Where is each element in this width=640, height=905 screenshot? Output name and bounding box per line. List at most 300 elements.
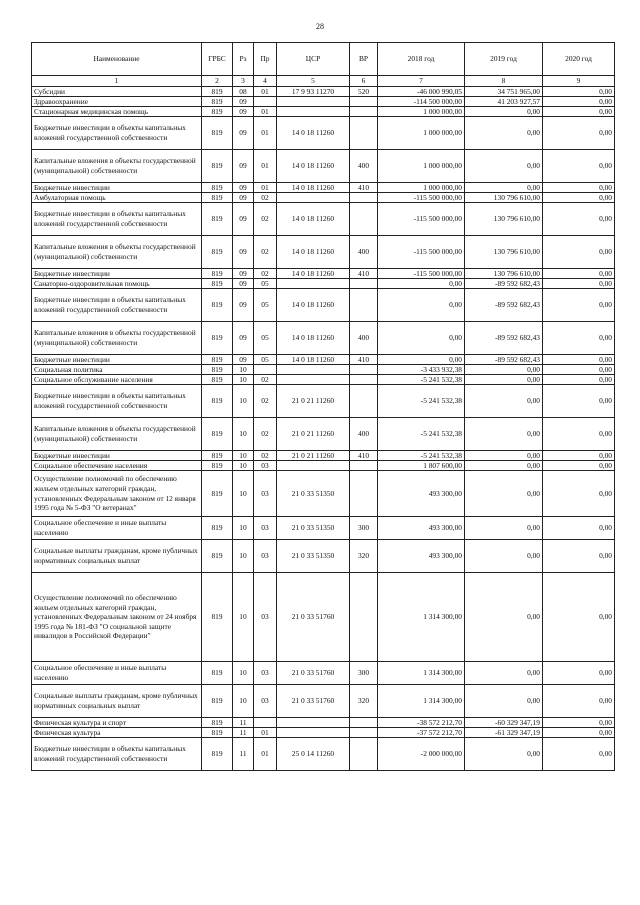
rz-code: 10 <box>233 365 254 375</box>
csr-code: 14 0 18 11260 <box>277 322 350 355</box>
amount-2020: 0,00 <box>543 718 615 728</box>
amount-2020: 0,00 <box>543 97 615 107</box>
csr-code: 21 0 33 51350 <box>277 540 350 573</box>
row-name: Бюджетные инвестиции в объекты капитальных вложений государственной собственности <box>32 117 202 150</box>
pr-code: 05 <box>254 322 277 355</box>
grbs-code: 819 <box>202 150 233 183</box>
amount-2019: 0,00 <box>465 365 543 375</box>
csr-code <box>277 193 350 203</box>
pr-code: 01 <box>254 738 277 771</box>
rz-code: 10 <box>233 418 254 451</box>
amount-2020: 0,00 <box>543 385 615 418</box>
amount-2019: -61 329 347,19 <box>465 728 543 738</box>
amount-2019: 0,00 <box>465 738 543 771</box>
table-row <box>32 289 615 322</box>
amount-2018: -114 500 000,00 <box>378 97 465 107</box>
rz-code: 10 <box>233 451 254 461</box>
vr-code: 400 <box>350 150 378 183</box>
amount-2018: 1 000 000,00 <box>378 150 465 183</box>
header-vr: ВР <box>350 43 378 76</box>
grbs-code: 819 <box>202 418 233 451</box>
amount-2019: 130 796 610,00 <box>465 269 543 279</box>
row-name: Физическая культура и спорт <box>32 718 202 728</box>
row-name: Социальное обеспечение и иные выплаты населению <box>32 517 202 540</box>
row-name: Субсидии <box>32 87 202 97</box>
header-pr: Пр <box>254 43 277 76</box>
table-row <box>32 685 615 718</box>
amount-2018: 0,00 <box>378 355 465 365</box>
rz-code: 09 <box>233 150 254 183</box>
csr-code: 14 0 18 11260 <box>277 203 350 236</box>
row-name: Бюджетные инвестиции в объекты капитальных вложений государственной собственности <box>32 203 202 236</box>
csr-code: 14 0 18 11260 <box>277 150 350 183</box>
grbs-code: 819 <box>202 461 233 471</box>
amount-2020: 0,00 <box>543 183 615 193</box>
rz-code: 09 <box>233 203 254 236</box>
column-number: 7 <box>378 76 465 87</box>
amount-2018: -115 500 000,00 <box>378 269 465 279</box>
amount-2020: 0,00 <box>543 451 615 461</box>
pr-code: 01 <box>254 728 277 738</box>
row-name: Социальные выплаты гражданам, кроме публичных нормативных социальных выплат <box>32 685 202 718</box>
row-name: Бюджетные инвестиции в объекты капитальных вложений государственной собственности <box>32 289 202 322</box>
csr-code: 14 0 18 11260 <box>277 183 350 193</box>
amount-2020: 0,00 <box>543 289 615 322</box>
csr-code: 14 0 18 11260 <box>277 117 350 150</box>
table-row <box>32 355 615 365</box>
amount-2019: 0,00 <box>465 385 543 418</box>
amount-2019: 0,00 <box>465 117 543 150</box>
csr-code: 14 0 18 11260 <box>277 269 350 279</box>
amount-2018: -115 500 000,00 <box>378 193 465 203</box>
amount-2018: -38 572 212,70 <box>378 718 465 728</box>
amount-2018: 0,00 <box>378 289 465 322</box>
amount-2018: -5 241 532,38 <box>378 451 465 461</box>
grbs-code: 819 <box>202 365 233 375</box>
amount-2018: -3 433 932,38 <box>378 365 465 375</box>
vr-code <box>350 471 378 517</box>
row-name: Амбулаторная помощь <box>32 193 202 203</box>
rz-code: 09 <box>233 97 254 107</box>
csr-code <box>277 365 350 375</box>
pr-code: 02 <box>254 375 277 385</box>
amount-2018: -115 500 000,00 <box>378 203 465 236</box>
pr-code: 05 <box>254 355 277 365</box>
table-row <box>32 365 615 375</box>
vr-code <box>350 728 378 738</box>
amount-2020: 0,00 <box>543 540 615 573</box>
column-number-row <box>32 76 615 87</box>
grbs-code: 819 <box>202 322 233 355</box>
grbs-code: 819 <box>202 355 233 365</box>
amount-2019: 34 751 965,00 <box>465 87 543 97</box>
amount-2020: 0,00 <box>543 375 615 385</box>
amount-2019: 0,00 <box>465 183 543 193</box>
amount-2020: 0,00 <box>543 365 615 375</box>
row-name: Здравоохранение <box>32 97 202 107</box>
grbs-code: 819 <box>202 289 233 322</box>
csr-code <box>277 97 350 107</box>
column-number: 5 <box>277 76 350 87</box>
amount-2019: 0,00 <box>465 685 543 718</box>
amount-2020: 0,00 <box>543 418 615 451</box>
amount-2019: -89 592 682,43 <box>465 355 543 365</box>
grbs-code: 819 <box>202 685 233 718</box>
pr-code: 03 <box>254 471 277 517</box>
amount-2019: -89 592 682,43 <box>465 289 543 322</box>
pr-code <box>254 97 277 107</box>
table-row <box>32 97 615 107</box>
table-row <box>32 107 615 117</box>
pr-code: 01 <box>254 87 277 97</box>
csr-code: 21 0 21 11260 <box>277 418 350 451</box>
rz-code: 09 <box>233 117 254 150</box>
table-header-row <box>32 43 615 76</box>
vr-code <box>350 107 378 117</box>
pr-code: 03 <box>254 662 277 685</box>
amount-2019: 41 203 927,57 <box>465 97 543 107</box>
amount-2020: 0,00 <box>543 471 615 517</box>
rz-code: 11 <box>233 728 254 738</box>
table-row <box>32 471 615 517</box>
grbs-code: 819 <box>202 183 233 193</box>
amount-2019: 130 796 610,00 <box>465 236 543 269</box>
amount-2019: 0,00 <box>465 461 543 471</box>
amount-2018: 1 807 600,00 <box>378 461 465 471</box>
row-name: Социальная политика <box>32 365 202 375</box>
amount-2020: 0,00 <box>543 150 615 183</box>
pr-code: 05 <box>254 279 277 289</box>
vr-code <box>350 718 378 728</box>
grbs-code: 819 <box>202 236 233 269</box>
table-row <box>32 183 615 193</box>
table-row <box>32 203 615 236</box>
pr-code: 02 <box>254 203 277 236</box>
table-body <box>32 87 615 771</box>
amount-2018: 493 300,00 <box>378 517 465 540</box>
grbs-code: 819 <box>202 279 233 289</box>
amount-2020: 0,00 <box>543 738 615 771</box>
grbs-code: 819 <box>202 471 233 517</box>
amount-2020: 0,00 <box>543 517 615 540</box>
amount-2018: 1 000 000,00 <box>378 107 465 117</box>
table-row <box>32 728 615 738</box>
amount-2018: 1 314 300,00 <box>378 573 465 662</box>
vr-code: 410 <box>350 355 378 365</box>
amount-2018: -5 241 532,38 <box>378 375 465 385</box>
grbs-code: 819 <box>202 718 233 728</box>
pr-code <box>254 718 277 728</box>
vr-code <box>350 289 378 322</box>
grbs-code: 819 <box>202 662 233 685</box>
column-number: 3 <box>233 76 254 87</box>
rz-code: 09 <box>233 355 254 365</box>
amount-2019: 0,00 <box>465 662 543 685</box>
amount-2018: 1 314 300,00 <box>378 685 465 718</box>
pr-code: 05 <box>254 289 277 322</box>
vr-code <box>350 203 378 236</box>
amount-2018: -5 241 532,38 <box>378 418 465 451</box>
rz-code: 09 <box>233 107 254 117</box>
amount-2020: 0,00 <box>543 662 615 685</box>
amount-2019: 0,00 <box>465 375 543 385</box>
amount-2018: 1 000 000,00 <box>378 117 465 150</box>
header-grbs: ГРБС <box>202 43 233 76</box>
vr-code <box>350 461 378 471</box>
amount-2019: -89 592 682,43 <box>465 322 543 355</box>
amount-2020: 0,00 <box>543 573 615 662</box>
pr-code: 03 <box>254 573 277 662</box>
grbs-code: 819 <box>202 107 233 117</box>
pr-code: 01 <box>254 117 277 150</box>
amount-2020: 0,00 <box>543 203 615 236</box>
csr-code: 21 0 21 11260 <box>277 451 350 461</box>
table-row <box>32 269 615 279</box>
table-row <box>32 573 615 662</box>
rz-code: 10 <box>233 471 254 517</box>
table-row <box>32 193 615 203</box>
table-row <box>32 87 615 97</box>
rz-code: 10 <box>233 517 254 540</box>
csr-code <box>277 718 350 728</box>
table-row <box>32 738 615 771</box>
amount-2018: -115 500 000,00 <box>378 236 465 269</box>
row-name: Бюджетные инвестиции <box>32 183 202 193</box>
page-number: 28 <box>316 22 324 31</box>
amount-2020: 0,00 <box>543 322 615 355</box>
column-number: 4 <box>254 76 277 87</box>
rz-code: 11 <box>233 738 254 771</box>
rz-code: 10 <box>233 385 254 418</box>
column-number: 6 <box>350 76 378 87</box>
rz-code: 09 <box>233 322 254 355</box>
amount-2018: -37 572 212,70 <box>378 728 465 738</box>
column-number: 2 <box>202 76 233 87</box>
row-name: Капитальные вложения в объекты государственной (муниципальной) собственности <box>32 322 202 355</box>
grbs-code: 819 <box>202 451 233 461</box>
grbs-code: 819 <box>202 87 233 97</box>
row-name: Социальное обеспечение населения <box>32 461 202 471</box>
amount-2019: 0,00 <box>465 517 543 540</box>
pr-code: 03 <box>254 517 277 540</box>
vr-code: 400 <box>350 418 378 451</box>
amount-2019: -89 592 682,43 <box>465 279 543 289</box>
header-rz: Рз <box>233 43 254 76</box>
grbs-code: 819 <box>202 385 233 418</box>
pr-code: 02 <box>254 418 277 451</box>
amount-2020: 0,00 <box>543 685 615 718</box>
amount-2020: 0,00 <box>543 107 615 117</box>
csr-code <box>277 728 350 738</box>
csr-code <box>277 107 350 117</box>
row-name: Осуществление полномочий по обеспечению жильем отдельных категорий граждан, установленных Федеральным законом от 24 ноября 1995 года № 181-ФЗ "О социальной защите инвалидов в Российской Федерации" <box>32 573 202 662</box>
amount-2020: 0,00 <box>543 279 615 289</box>
csr-code <box>277 279 350 289</box>
amount-2019: 0,00 <box>465 540 543 573</box>
amount-2020: 0,00 <box>543 87 615 97</box>
csr-code <box>277 375 350 385</box>
rz-code: 11 <box>233 718 254 728</box>
rz-code: 10 <box>233 662 254 685</box>
vr-code <box>350 738 378 771</box>
amount-2018: 493 300,00 <box>378 540 465 573</box>
vr-code <box>350 573 378 662</box>
table-row <box>32 451 615 461</box>
amount-2020: 0,00 <box>543 117 615 150</box>
pr-code: 02 <box>254 451 277 461</box>
grbs-code: 819 <box>202 97 233 107</box>
rz-code: 09 <box>233 289 254 322</box>
vr-code: 520 <box>350 87 378 97</box>
table-row <box>32 540 615 573</box>
vr-code <box>350 279 378 289</box>
vr-code <box>350 97 378 107</box>
row-name: Социальное обеспечение и иные выплаты населению <box>32 662 202 685</box>
header-year-2019: 2019 год <box>465 43 543 76</box>
table-row <box>32 718 615 728</box>
csr-code: 21 0 33 51350 <box>277 517 350 540</box>
vr-code: 400 <box>350 236 378 269</box>
grbs-code: 819 <box>202 540 233 573</box>
budget-table <box>31 42 615 771</box>
table-row <box>32 385 615 418</box>
table-row <box>32 236 615 269</box>
vr-code: 410 <box>350 451 378 461</box>
row-name: Осуществление полномочий по обеспечению жильем отдельных категорий граждан, установленных Федеральным законом от 12 января 1995 года № 5-ФЗ "О ветеранах" <box>32 471 202 517</box>
grbs-code: 819 <box>202 117 233 150</box>
vr-code: 300 <box>350 662 378 685</box>
table-row <box>32 418 615 451</box>
rz-code: 09 <box>233 279 254 289</box>
row-name: Бюджетные инвестиции <box>32 451 202 461</box>
csr-code: 21 0 33 51760 <box>277 573 350 662</box>
rz-code: 10 <box>233 573 254 662</box>
vr-code: 320 <box>350 685 378 718</box>
rz-code: 09 <box>233 193 254 203</box>
grbs-code: 819 <box>202 517 233 540</box>
table-row <box>32 461 615 471</box>
csr-code: 14 0 18 11260 <box>277 289 350 322</box>
grbs-code: 819 <box>202 193 233 203</box>
rz-code: 09 <box>233 236 254 269</box>
csr-code: 25 0 14 11260 <box>277 738 350 771</box>
rz-code: 10 <box>233 461 254 471</box>
grbs-code: 819 <box>202 573 233 662</box>
amount-2019: 0,00 <box>465 150 543 183</box>
table-row <box>32 662 615 685</box>
vr-code: 300 <box>350 517 378 540</box>
amount-2020: 0,00 <box>543 193 615 203</box>
csr-code: 14 0 18 11260 <box>277 236 350 269</box>
header-csr: ЦСР <box>277 43 350 76</box>
csr-code: 21 0 33 51350 <box>277 471 350 517</box>
vr-code: 410 <box>350 183 378 193</box>
amount-2019: 0,00 <box>465 573 543 662</box>
table-row <box>32 322 615 355</box>
csr-code: 21 0 33 51760 <box>277 685 350 718</box>
row-name: Капитальные вложения в объекты государственной (муниципальной) собственности <box>32 236 202 269</box>
column-number: 9 <box>543 76 615 87</box>
table-row <box>32 517 615 540</box>
pr-code: 02 <box>254 269 277 279</box>
header-name: Наименование <box>32 43 202 76</box>
amount-2020: 0,00 <box>543 236 615 269</box>
row-name: Бюджетные инвестиции в объекты капитальных вложений государственной собственности <box>32 385 202 418</box>
pr-code: 01 <box>254 150 277 183</box>
row-name: Бюджетные инвестиции в объекты капитальных вложений государственной собственности <box>32 738 202 771</box>
vr-code <box>350 375 378 385</box>
amount-2019: 0,00 <box>465 451 543 461</box>
rz-code: 10 <box>233 540 254 573</box>
table-row <box>32 150 615 183</box>
amount-2019: 130 796 610,00 <box>465 193 543 203</box>
amount-2019: 0,00 <box>465 107 543 117</box>
vr-code <box>350 365 378 375</box>
grbs-code: 819 <box>202 728 233 738</box>
column-number: 1 <box>32 76 202 87</box>
vr-code: 320 <box>350 540 378 573</box>
header-year-2020: 2020 год <box>543 43 615 76</box>
amount-2018: -5 241 532,38 <box>378 385 465 418</box>
grbs-code: 819 <box>202 738 233 771</box>
vr-code <box>350 193 378 203</box>
header-year-2018: 2018 год <box>378 43 465 76</box>
grbs-code: 819 <box>202 269 233 279</box>
amount-2020: 0,00 <box>543 269 615 279</box>
pr-code: 02 <box>254 236 277 269</box>
rz-code: 09 <box>233 183 254 193</box>
amount-2018: -2 000 000,00 <box>378 738 465 771</box>
csr-code: 17 9 93 11270 <box>277 87 350 97</box>
amount-2019: 0,00 <box>465 471 543 517</box>
rz-code: 10 <box>233 375 254 385</box>
pr-code: 03 <box>254 540 277 573</box>
pr-code: 03 <box>254 685 277 718</box>
rz-code: 10 <box>233 685 254 718</box>
amount-2018: 0,00 <box>378 279 465 289</box>
pr-code <box>254 365 277 375</box>
column-number: 8 <box>465 76 543 87</box>
row-name: Бюджетные инвестиции <box>32 269 202 279</box>
grbs-code: 819 <box>202 203 233 236</box>
amount-2020: 0,00 <box>543 728 615 738</box>
csr-code: 21 0 33 51760 <box>277 662 350 685</box>
row-name: Физическая культура <box>32 728 202 738</box>
row-name: Социальные выплаты гражданам, кроме публичных нормативных социальных выплат <box>32 540 202 573</box>
amount-2018: -46 000 990,05 <box>378 87 465 97</box>
row-name: Капитальные вложения в объекты государственной (муниципальной) собственности <box>32 150 202 183</box>
amount-2018: 493 300,00 <box>378 471 465 517</box>
row-name: Социальное обслуживание населения <box>32 375 202 385</box>
csr-code: 21 0 21 11260 <box>277 385 350 418</box>
amount-2018: 1 314 300,00 <box>378 662 465 685</box>
amount-2019: 130 796 610,00 <box>465 203 543 236</box>
grbs-code: 819 <box>202 375 233 385</box>
pr-code: 02 <box>254 385 277 418</box>
row-name: Стационарная медицинская помощь <box>32 107 202 117</box>
row-name: Бюджетные инвестиции <box>32 355 202 365</box>
amount-2020: 0,00 <box>543 355 615 365</box>
pr-code: 01 <box>254 183 277 193</box>
vr-code: 410 <box>350 269 378 279</box>
csr-code <box>277 461 350 471</box>
table-row <box>32 375 615 385</box>
pr-code: 01 <box>254 107 277 117</box>
rz-code: 08 <box>233 87 254 97</box>
csr-code: 14 0 18 11260 <box>277 355 350 365</box>
vr-code: 400 <box>350 322 378 355</box>
pr-code: 03 <box>254 461 277 471</box>
